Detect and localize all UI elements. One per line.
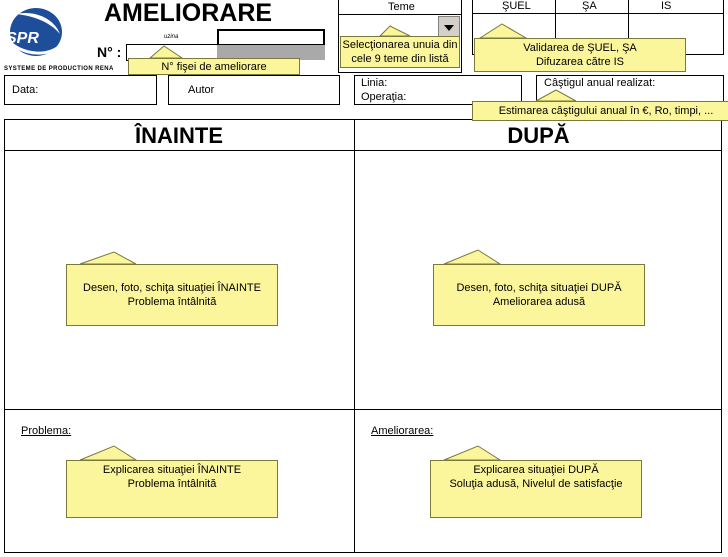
gain-label: Câştigul anual realizat: [544, 77, 656, 89]
note-before-image-tail [80, 252, 140, 265]
operation-label: Operaţia: [361, 91, 407, 103]
note-after-image: Desen, foto, schiţa situaţiei DUPĂ Ameliorarea adusă [433, 264, 645, 326]
company-name: SYSTEME DE PRODUCTION RENA [4, 66, 114, 72]
improvement-label: Ameliorarea: [371, 425, 434, 437]
note-validation: Validarea de ŞUEL, ŞA Difuzarea către IS [474, 38, 686, 72]
number-label: N° : [97, 44, 122, 60]
sig-col-sa: ŞA [582, 0, 597, 12]
line-label: Linia: [361, 77, 388, 89]
themes-label: Teme [388, 1, 415, 13]
after-heading: DUPĂ [507, 123, 570, 148]
chevron-down-icon [439, 17, 459, 37]
themes-dropdown-button[interactable] [438, 16, 460, 38]
sig-header-line [472, 13, 724, 14]
note-before-explanation-tail [80, 446, 140, 461]
note-before-image: Desen, foto, schiţa situaţiei ÎNAINTE Problema întâlnită [66, 264, 278, 326]
date-label: Data: [12, 84, 39, 96]
note-themes-tail [380, 26, 420, 37]
grid-vertical-divider [354, 119, 355, 553]
problem-label: Problema: [21, 425, 72, 437]
note-gain-tail [536, 90, 580, 102]
logo-text: SPR [6, 30, 39, 47]
page-title: AMELIORARE [104, 0, 273, 27]
before-heading: ÎNAINTE [135, 123, 223, 148]
grid-mid-line [4, 409, 722, 410]
note-after-explanation-tail [444, 446, 504, 461]
note-fise-number: N° fişei de ameliorare [128, 58, 300, 75]
note-after-image-tail [444, 250, 504, 265]
note-after-explanation: Explicarea situaţiei DUPĂ Soluţia adusă, Nivelul de satisfacţie [430, 460, 642, 518]
author-label: Autor [188, 84, 215, 96]
note-themes: Selecţionarea unuia din cele 9 teme din listă [340, 36, 460, 68]
note-gain: Estimarea câştigului anual în €, Ro, timpi, ... [472, 101, 728, 121]
number-field-right[interactable] [217, 29, 325, 46]
themes-divider [338, 14, 462, 15]
note-validation-tail [480, 24, 530, 39]
sig-col-suel: ŞUEL [502, 0, 531, 12]
note-fise-tail [150, 46, 190, 59]
number-small-left: uzina [164, 34, 179, 40]
grid-header-line [4, 150, 722, 151]
note-before-explanation: Explicarea situaţiei ÎNAINTE Problema întâlnită [66, 460, 278, 518]
sig-col-is: IS [661, 0, 672, 12]
